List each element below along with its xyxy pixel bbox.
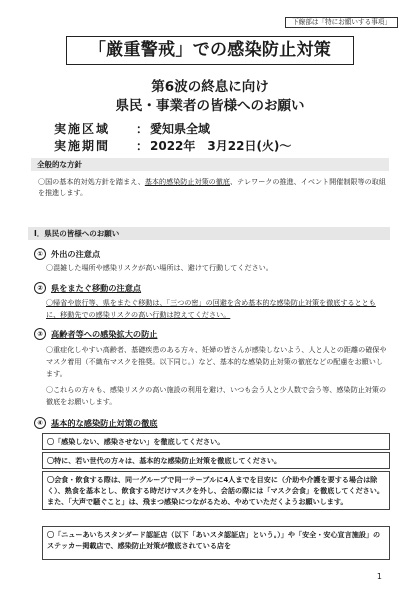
period-label: 実施期間 <box>54 139 111 153</box>
area-value: 愛知県全域 <box>150 122 211 136</box>
item-1-heading <box>34 248 100 260</box>
area-row <box>54 121 210 137</box>
section-1-heading: Ⅰ．県民の皆様へのお願い <box>28 227 390 240</box>
box-3: 〇会食・飲食する際は、同一グループで同一テーブルに4人までを目安に（介助や介護を要する場合は除く）、熟食を基本とし、飲食する時だけマスクを外し、会話の際には「マスク会食」を徹底してください。また、「大声で騒ぐこと」は、飛まつ感染につながるため、やめていただくようお願いします。 <box>42 471 390 510</box>
item-3-heading <box>34 328 157 340</box>
item-3-text-b: 〇これらの方々も、感染リスクの高い施設の利用を避け、いつも会う人と少人数で会う等、感染防止対策の徹底をお願いします。 <box>46 385 387 406</box>
period-colon: ： <box>136 139 149 153</box>
item-4-title: 基本的な感染防止対策の徹底 <box>51 418 158 428</box>
box-1: 〇「感染しない、感染させない」を徹底してください。 <box>42 433 390 450</box>
item-3-text-a: 〇重症化しやすい高齢者、基礎疾患のある方々、妊婦の皆さんが感染しないよう、人と人との距離の確保やマスク着用（不織布マスクを推奨。以下同じ。）など、基本的な感染防止対策の徹底などの配慮をお願いします。 <box>46 345 387 378</box>
subtitle-1: 第6波の終息に向け <box>151 79 269 95</box>
item-1-number: ① <box>34 248 46 260</box>
subtitle-2: 県民・事業者の皆様へのお願い <box>115 98 305 114</box>
page-number: 1 <box>376 572 382 581</box>
item-4-heading <box>34 417 157 429</box>
box-4: 〇「ニューあいちスタンダード認証店（以下「あいスタ認証店」という。）」や「安全・安心宣言施設」のステッカー掲載店で、感染防止対策が徹底されている店を <box>42 526 390 560</box>
item-3-number: ③ <box>34 328 46 340</box>
general-text-underlined: 基本的感染防止対策の徹底 <box>144 177 230 186</box>
item-1-title: 外出の注意点 <box>51 249 101 259</box>
item-2-number: ② <box>34 282 46 294</box>
period-row <box>54 138 291 154</box>
item-1-text: 〇混雑した場所や感染リスクが高い場所は、避けて行動してください。 <box>46 263 273 272</box>
item-4-number: ④ <box>34 417 46 429</box>
general-policy-body <box>38 176 386 198</box>
page-title: 「厳重警戒」での感染防止対策 <box>66 36 354 65</box>
item-2-title: 県をまたぐ移動の注意点 <box>51 283 142 293</box>
box-2: 〇特に、若い世代の方々は、基本的な感染防止対策を徹底してください。 <box>42 452 390 469</box>
general-text-b: 、テレワークの推進、イベント開催制限等の取組を推進します。 <box>38 177 386 197</box>
general-policy-heading: 全般的な方針 <box>31 158 389 171</box>
item-2-text: 〇帰省や旅行等、県をまたぐ移動は、「三つの密」の回避を含め基本的な感染防止対策を徹底するとともに、移動先での感染リスクの高い行動は控えてください。 <box>46 298 376 319</box>
top-note: 下線部は「特にお願いする事項」 <box>285 17 398 28</box>
general-text-a: 〇国の基本的対処方針を踏まえ、 <box>38 177 145 186</box>
area-colon: ： <box>136 122 149 136</box>
period-value: 2022年 3月22日(火)～ <box>150 139 292 153</box>
item-3-title: 高齢者等への感染拡大の防止 <box>51 329 158 339</box>
area-label: 実施区域 <box>54 122 111 136</box>
item-2-heading <box>34 282 141 294</box>
